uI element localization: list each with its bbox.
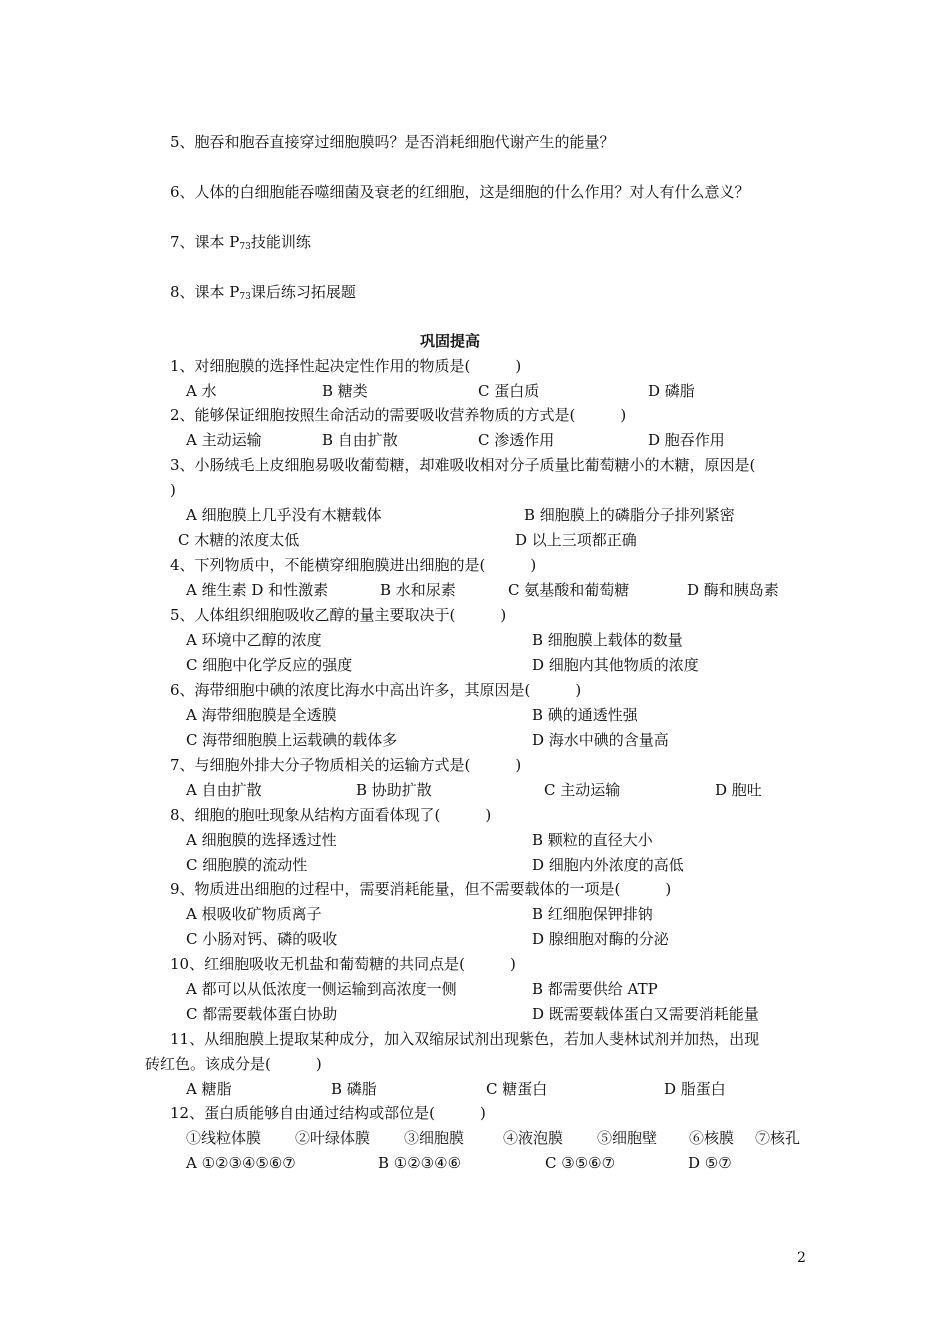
q7-sub: 73 [239, 242, 251, 252]
item-10-option-a: A 都可以从低浓度一侧运输到高浓度一侧 [186, 980, 457, 998]
item-12-structure-2: ②叶绿体膜 [295, 1129, 371, 1147]
item-7-option-a: A 自由扩散 [186, 781, 262, 799]
item-9-option-b: B 红细胞保钾排钠 [532, 905, 653, 923]
item-4-option-a: A 维生素 D 和性激素 [186, 581, 329, 599]
item-9-option-c: C 小肠对钙、磷的吸收 [186, 930, 338, 948]
item-10-option-c: C 都需要载体蛋白协助 [186, 1005, 338, 1023]
item-1-stem: 1、对细胞膜的选择性起决定性作用的物质是( ) [170, 357, 522, 375]
item-6-stem: 6、海带细胞中碘的浓度比海水中高出许多，其原因是( ) [170, 681, 582, 699]
item-12-option-c: C ③⑤⑥⑦ [545, 1154, 616, 1172]
item-5-option-a: A 环境中乙醇的浓度 [186, 631, 322, 649]
question-8-text [170, 282, 356, 307]
question-6-text: 6、人体的白细胞能吞噬细菌及衰老的红细胞，这是细胞的什么作用？对人有什么意义？ [170, 183, 750, 201]
item-4-stem: 4、下列物质中，不能横穿细胞膜进出细胞的是( ) [170, 556, 537, 574]
question-7-text [170, 232, 311, 257]
item-5-stem: 5、人体组织细胞吸收乙醇的量主要取决于( ) [170, 606, 507, 624]
item-3-stem: 3、小肠绒毛上皮细胞易吸收葡萄糖，却难吸收相对分子质量比葡萄糖小的木糖，原因是( [170, 456, 756, 474]
item-12-option-a: A ①②③④⑤⑥⑦ [186, 1154, 296, 1172]
item-2-option-c: C 渗透作用 [478, 431, 555, 449]
item-9-option-a: A 根吸收矿物质离子 [186, 905, 322, 923]
item-9-stem: 9、物质进出细胞的过程中，需要消耗能量，但不需要载体的一项是( ) [170, 880, 672, 898]
item-4-option-c: C 氨基酸和葡萄糖 [508, 581, 630, 599]
item-2-option-a: A 主动运输 [186, 431, 262, 449]
item-1-option-b: B 糖类 [322, 382, 368, 400]
question-5-text: 5、胞吞和胞吞直接穿过细胞膜吗？是否消耗细胞代谢产生的能量？ [170, 133, 615, 151]
item-3-stem-cont: ) [170, 481, 176, 499]
item-11-option-b: B 磷脂 [331, 1080, 377, 1098]
item-7-option-c: C 主动运输 [544, 781, 621, 799]
item-12-structure-3: ③细胞膜 [404, 1129, 465, 1147]
item-8-option-b: B 颗粒的直径大小 [532, 831, 653, 849]
item-12-option-d: D ⑤⑦ [688, 1154, 732, 1172]
item-1-option-c: C 蛋白质 [478, 382, 540, 400]
item-2-stem: 2、能够保证细胞按照生命活动的需要吸收营养物质的方式是( ) [170, 406, 627, 424]
item-1-option-a: A 水 [186, 382, 217, 400]
item-8-stem: 8、细胞的胞吐现象从结构方面看体现了( ) [170, 806, 492, 824]
item-6-option-a: A 海带细胞膜是全透膜 [186, 706, 337, 724]
q7-pre: 7、课本 P [170, 233, 240, 251]
item-12-structure-6: ⑥核膜 [689, 1129, 735, 1147]
item-11-stem: 11、从细胞膜上提取某种成分，加入双缩尿试剂出现紫色，若加人斐林试剂并加热，出现 [170, 1030, 760, 1048]
item-5-option-d: D 细胞内其他物质的浓度 [532, 656, 699, 674]
item-8-option-a: A 细胞膜的选择透过性 [186, 831, 337, 849]
q8-pre: 8、课本 P [170, 283, 240, 301]
item-7-option-b: B 协助扩散 [356, 781, 432, 799]
item-8-option-d: D 细胞内外浓度的高低 [532, 856, 684, 874]
item-5-option-b: B 细胞膜上载体的数量 [532, 631, 683, 649]
item-5-option-c: C 细胞中化学反应的强度 [186, 656, 353, 674]
item-11-option-d: D 脂蛋白 [664, 1080, 726, 1098]
item-6-option-c: C 海带细胞膜上运载碘的载体多 [186, 731, 398, 749]
item-10-option-b: B 都需要供给 ATP [532, 980, 658, 998]
item-10-option-d: D 既需要载体蛋白又需要消耗能量 [532, 1005, 759, 1023]
item-2-option-d: D 胞吞作用 [648, 431, 725, 449]
q7-post: 技能训练 [250, 233, 311, 251]
item-3-option-b: B 细胞膜上的磷脂分子排列紧密 [524, 506, 735, 524]
page-number: 2 [797, 1250, 806, 1266]
item-12-structure-1: ①线粒体膜 [186, 1129, 262, 1147]
item-4-option-b: B 水和尿素 [380, 581, 456, 599]
item-3-option-c: C 木糖的浓度太低 [178, 531, 300, 549]
item-11-option-c: C 糖蛋白 [486, 1080, 548, 1098]
item-8-option-c: C 细胞膜的流动性 [186, 856, 308, 874]
item-3-option-a: A 细胞膜上几乎没有木糖载体 [186, 506, 382, 524]
item-9-option-d: D 腺细胞对酶的分泌 [532, 930, 669, 948]
item-1-option-d: D 磷脂 [648, 382, 695, 400]
q8-sub: 73 [239, 292, 251, 302]
section-title: 巩固提高 [420, 332, 481, 350]
q8-post: 课后练习拓展题 [250, 283, 356, 301]
item-3-option-d: D 以上三项都正确 [515, 531, 637, 549]
item-12-structure-5: ⑤细胞壁 [597, 1129, 658, 1147]
item-6-option-b: B 碘的通透性强 [532, 706, 638, 724]
item-2-option-b: B 自由扩散 [322, 431, 398, 449]
item-12-structure-7: ⑦核孔 [755, 1129, 801, 1147]
item-7-option-d: D 胞吐 [715, 781, 762, 799]
item-12-option-b: B ①②③④⑥ [378, 1154, 462, 1172]
item-4-option-d: D 酶和胰岛素 [687, 581, 779, 599]
item-10-stem: 10、红细胞吸收无机盐和葡萄糖的共同点是( ) [170, 955, 516, 973]
item-6-option-d: D 海水中碘的含量高 [532, 731, 669, 749]
item-11-stem-cont: 砖红色。该成分是( ) [145, 1055, 322, 1073]
item-7-stem: 7、与细胞外排大分子物质相关的运输方式是( ) [170, 756, 522, 774]
item-12-stem: 12、蛋白质能够自由通过结构或部位是( ) [170, 1104, 486, 1122]
item-11-option-a: A 糖脂 [186, 1080, 232, 1098]
item-12-structure-4: ④液泡膜 [503, 1129, 564, 1147]
